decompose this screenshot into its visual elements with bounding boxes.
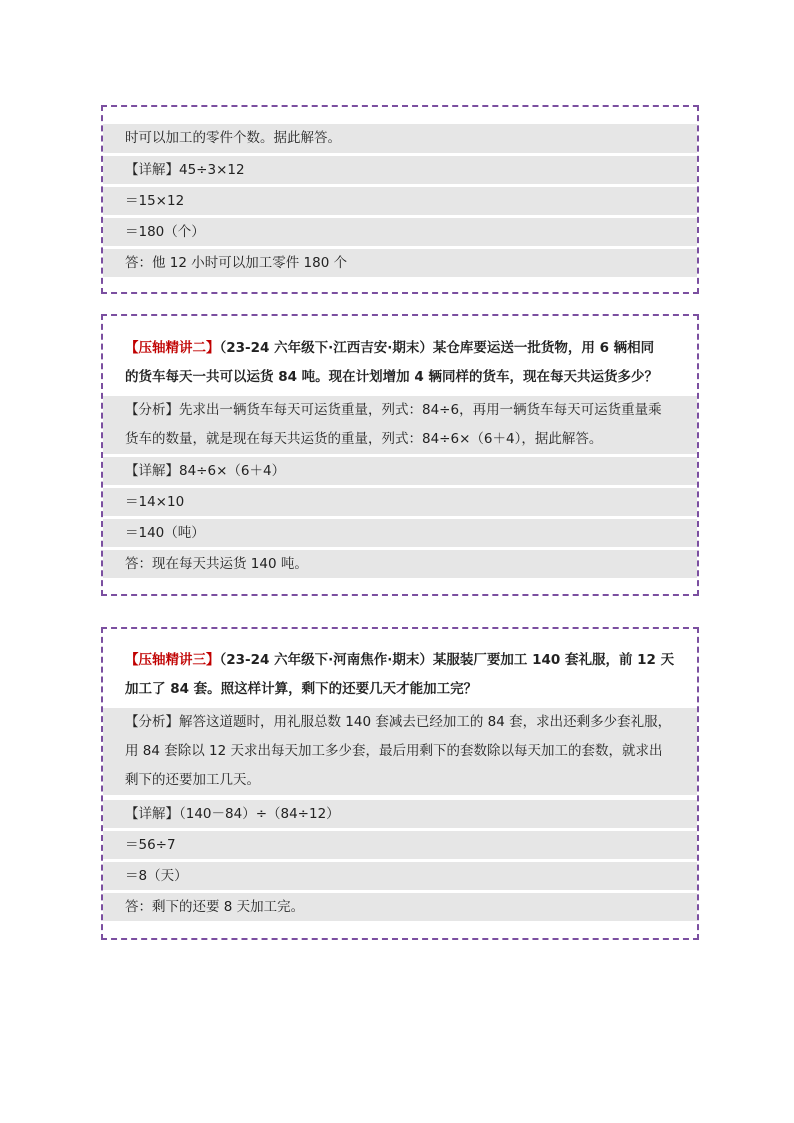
problem-tag: 【压轴精讲三】: [125, 652, 220, 668]
detail-line: 【详解】（140－84）÷（84÷12）: [103, 799, 697, 828]
problem-box-2: [101, 314, 699, 596]
analysis-line: 剩下的还要加工几天。: [103, 766, 697, 795]
analysis-line: 【分析】解答这道题时，用礼服总数 140 套减去已经加工的 84 套，求出还剩多少套礼服，: [103, 708, 697, 737]
answer-line: 答：剩下的还要 8 天加工完。: [103, 892, 697, 921]
answer-line: 答：他 12 小时可以加工零件 180 个: [103, 248, 697, 277]
solution-text-line: 时可以加工的零件个数。据此解答。: [103, 124, 697, 153]
calc-step-line: ＝15×12: [103, 186, 697, 215]
detail-line: 【详解】45÷3×12: [103, 155, 697, 184]
calc-step-line: ＝180（个）: [103, 217, 697, 246]
calc-step-line: ＝14×10: [103, 487, 697, 516]
calc-step-line: ＝56÷7: [103, 830, 697, 859]
answer-line: 答：现在每天共运货 140 吨。: [103, 549, 697, 578]
solution-box-1: [101, 105, 699, 294]
question-line: 加工了 84 套。照这样计算，剩下的还要几天才能加工完？: [125, 681, 478, 697]
problem-tag: 【压轴精讲二】: [125, 340, 220, 356]
analysis-line: 货车的数量，就是现在每天共运货的重量，列式：84÷6×（6＋4），据此解答。: [103, 425, 697, 454]
question-text: （23-24 六年级下·河南焦作·期末）某服装厂要加工 140 套礼服，前 12 天: [219, 652, 675, 668]
detail-line: 【详解】84÷6×（6＋4）: [103, 456, 697, 485]
question-line: [103, 334, 697, 363]
question-text: （23-24 六年级下·江西吉安·期末）某仓库要运送一批货物，用 6 辆相同: [219, 340, 655, 356]
calc-step-line: ＝140（吨）: [103, 518, 697, 547]
analysis-line: 用 84 套除以 12 天求出每天加工多少套，最后用剩下的套数除以每天加工的套数，就求出: [103, 737, 697, 766]
question-line: [103, 646, 697, 675]
problem-box-3: [101, 627, 699, 940]
question-line: 的货车每天一共可以运货 84 吨。现在计划增加 4 辆同样的货车，现在每天共运货多少？: [125, 369, 658, 385]
analysis-line: 【分析】先求出一辆货车每天可运货重量，列式：84÷6，再用一辆货车每天可运货重量乘: [103, 396, 697, 425]
calc-step-line: ＝8（天）: [103, 861, 697, 890]
